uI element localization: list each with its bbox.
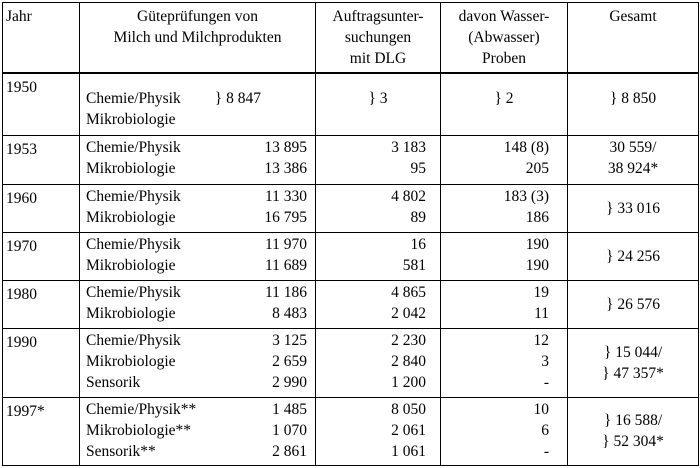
gesamt-value: } 8 850 xyxy=(609,89,657,107)
category-label: Sensorik xyxy=(86,374,141,392)
category-label: Chemie/Physik** xyxy=(86,400,197,418)
category-value: 11 186 xyxy=(264,284,307,302)
auftrag-value: 2 061 xyxy=(391,421,426,439)
cell-jahr: 1990 xyxy=(3,329,80,397)
category-label: Chemie/Physik xyxy=(86,89,181,107)
table-row xyxy=(3,73,699,136)
cell-jahr: 1970 xyxy=(3,232,80,280)
gesamt-value: } 52 304* xyxy=(602,433,664,451)
auftrag-value: 1 061 xyxy=(391,442,426,460)
cell-gutepruefungen xyxy=(80,136,316,184)
gesamt-value: } 24 256 xyxy=(606,247,660,265)
gesamt-value: } 47 357* xyxy=(602,364,664,382)
category-value: 1 485 xyxy=(272,400,307,418)
auftrag-value: 581 xyxy=(402,256,426,274)
cell-gesamt xyxy=(568,73,699,136)
category-value: 2 990 xyxy=(272,374,307,392)
category-value: 8 483 xyxy=(272,305,307,323)
category-value: 11 689 xyxy=(264,256,307,274)
header-gutepruefungen: Güteprüfungen von Milch und Milchprodukten xyxy=(80,3,316,73)
category-label: Mikrobiologie xyxy=(86,256,176,274)
cell-auftragsuntersuchungen xyxy=(316,136,441,184)
auftrag-value: 2 042 xyxy=(391,305,426,323)
category-label: Mikrobiologie xyxy=(86,208,176,226)
gute-line xyxy=(80,88,315,109)
wasser-value: - xyxy=(543,442,549,460)
category-label: Chemie/Physik xyxy=(86,139,181,157)
wasser-value: 190 xyxy=(525,256,549,274)
category-value: 2 861 xyxy=(272,442,307,460)
wasser-value: 3 xyxy=(541,353,549,371)
category-value: } 8 847 xyxy=(214,89,261,107)
auftrag-value: 2 230 xyxy=(391,332,426,350)
auftrag-value: } 3 xyxy=(368,89,388,107)
gute-line xyxy=(80,137,315,158)
cell-auftragsuntersuchungen xyxy=(316,73,441,136)
gute-line xyxy=(80,351,315,372)
wasser-value: 148 (8) xyxy=(503,139,549,157)
wasser-value: 19 xyxy=(533,284,549,302)
gute-line xyxy=(80,330,315,351)
header-row xyxy=(3,3,699,73)
category-label: Mikrobiologie xyxy=(86,353,176,371)
auftrag-value: 1 200 xyxy=(391,374,426,392)
header-gesamt: Gesamt xyxy=(568,3,699,73)
auftrag-value xyxy=(316,109,440,130)
wasser-value: 190 xyxy=(525,235,549,253)
category-value: 13 895 xyxy=(264,139,307,157)
category-label: Sensorik** xyxy=(86,442,156,460)
table-row xyxy=(3,397,699,465)
cell-gutepruefungen xyxy=(80,281,316,329)
statistics-table xyxy=(2,2,699,466)
category-label: Chemie/Physik xyxy=(86,332,181,350)
category-value: 11 330 xyxy=(264,187,307,205)
gute-line xyxy=(80,255,315,276)
cell-gutepruefungen xyxy=(80,329,316,397)
cell-gesamt xyxy=(568,232,699,280)
auftrag-value: 4 865 xyxy=(391,284,426,302)
category-label: Mikrobiologie xyxy=(86,305,176,323)
cell-gutepruefungen xyxy=(80,184,316,232)
category-value: 1 070 xyxy=(272,421,307,439)
header-wasserproben: davon Wasser- (Abwasser) Proben xyxy=(441,3,568,73)
auftrag-value: 16 xyxy=(410,235,426,253)
auftrag-value: 8 050 xyxy=(391,400,426,418)
cell-wasserproben xyxy=(441,136,568,184)
table-row xyxy=(3,136,699,184)
cell-gutepruefungen xyxy=(80,232,316,280)
cell-jahr: 1997* xyxy=(3,397,80,465)
gesamt-value: } 15 044/ xyxy=(603,343,663,361)
cell-auftragsuntersuchungen xyxy=(316,397,441,465)
wasser-value: 11 xyxy=(534,305,549,323)
cell-wasserproben xyxy=(441,232,568,280)
cell-gesamt xyxy=(568,136,699,184)
table-row xyxy=(3,184,699,232)
cell-jahr: 1953 xyxy=(3,136,80,184)
table-row xyxy=(3,232,699,280)
cell-wasserproben xyxy=(441,184,568,232)
wasser-value: 186 xyxy=(525,208,549,226)
gesamt-value: } 33 016 xyxy=(606,199,660,217)
cell-auftragsuntersuchungen xyxy=(316,232,441,280)
gute-line xyxy=(80,207,315,228)
auftrag-value: 89 xyxy=(410,208,426,226)
header-jahr: Jahr xyxy=(3,3,80,73)
auftrag-value: 3 183 xyxy=(391,139,426,157)
gute-line xyxy=(80,399,315,420)
cell-wasserproben xyxy=(441,281,568,329)
auftrag-value: 4 802 xyxy=(391,187,426,205)
gute-line xyxy=(80,420,315,441)
cell-gesamt xyxy=(568,397,699,465)
table-row xyxy=(3,329,699,397)
category-value: 13 386 xyxy=(264,160,307,178)
category-value: 11 970 xyxy=(264,235,307,253)
table-row xyxy=(3,281,699,329)
gesamt-value: 38 924* xyxy=(607,160,659,178)
wasser-value: - xyxy=(543,374,549,392)
gute-line xyxy=(80,109,315,130)
gute-line xyxy=(80,158,315,179)
gute-line xyxy=(80,234,315,255)
wasser-value xyxy=(441,109,567,130)
wasser-value: 6 xyxy=(541,421,549,439)
cell-wasserproben xyxy=(441,329,568,397)
header-auftragsuntersuchungen: Auftragsunter- suchungen mit DLG xyxy=(316,3,441,73)
category-label: Mikrobiologie xyxy=(86,160,176,178)
gesamt-value: } 26 576 xyxy=(606,296,660,314)
cell-auftragsuntersuchungen xyxy=(316,281,441,329)
category-label: Mikrobiologie** xyxy=(86,421,192,439)
cell-wasserproben xyxy=(441,73,568,136)
auftrag-value: 95 xyxy=(410,160,426,178)
cell-gutepruefungen xyxy=(80,73,316,136)
category-label: Chemie/Physik xyxy=(86,187,181,205)
cell-jahr: 1960 xyxy=(3,184,80,232)
cell-gutepruefungen xyxy=(80,397,316,465)
wasser-value: } 2 xyxy=(494,89,514,107)
gute-line xyxy=(80,441,315,462)
category-label: Chemie/Physik xyxy=(86,235,181,253)
wasser-value: 10 xyxy=(533,400,549,418)
cell-auftragsuntersuchungen xyxy=(316,184,441,232)
wasser-value: 205 xyxy=(525,160,549,178)
category-label: Chemie/Physik xyxy=(86,284,181,302)
category-value: 16 795 xyxy=(264,208,307,226)
wasser-value: 12 xyxy=(533,332,549,350)
gute-line xyxy=(80,282,315,303)
gute-line xyxy=(80,372,315,393)
cell-wasserproben xyxy=(441,397,568,465)
cell-gesamt xyxy=(568,184,699,232)
cell-gesamt xyxy=(568,281,699,329)
category-label: Mikrobiologie xyxy=(86,110,176,128)
category-value: 2 659 xyxy=(272,353,307,371)
gute-line xyxy=(80,186,315,207)
category-value: 3 125 xyxy=(272,332,307,350)
cell-jahr: 1980 xyxy=(3,281,80,329)
gesamt-value: } 16 588/ xyxy=(603,412,663,430)
gute-line xyxy=(80,303,315,324)
cell-auftragsuntersuchungen xyxy=(316,329,441,397)
cell-jahr: 1950 xyxy=(3,73,80,136)
cell-gesamt xyxy=(568,329,699,397)
auftrag-value: 2 840 xyxy=(391,353,426,371)
gesamt-value: 30 559/ xyxy=(609,139,657,157)
wasser-value: 183 (3) xyxy=(503,187,549,205)
